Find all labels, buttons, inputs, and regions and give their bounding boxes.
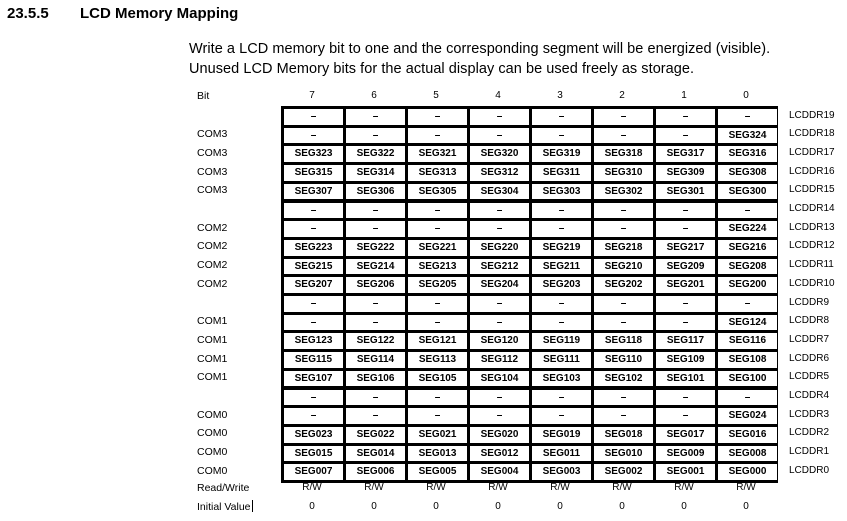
register-row: [0, 350, 847, 369]
register-name: LCDDR1: [789, 446, 830, 458]
bit-cell: –: [284, 390, 343, 406]
bit-cell: SEG012: [470, 446, 529, 462]
register-row: [0, 256, 847, 275]
register-name: LCDDR18: [789, 128, 835, 140]
bit-cell: SEG122: [346, 333, 405, 349]
initial-value: 0: [495, 501, 501, 512]
bit-cell: SEG113: [408, 352, 467, 368]
bit-cell: SEG000: [718, 464, 777, 480]
bit-cell: –: [346, 390, 405, 406]
bit-cell: –: [656, 128, 715, 144]
register-name: LCDDR4: [789, 390, 830, 401]
bit-cell: SEG321: [408, 146, 467, 162]
bit-cell: –: [284, 296, 343, 312]
bit-cell: –: [470, 296, 529, 312]
intro-line-1: Write a LCD memory bit to one and the corresponding segment will be energized (visible).: [189, 41, 771, 57]
register-name: LCDDR19: [789, 109, 835, 121]
bit-cell: –: [594, 315, 653, 331]
bit-cell: SEG021: [408, 427, 467, 443]
bit-cell: –: [656, 109, 715, 125]
bit-cell: SEG306: [346, 184, 405, 200]
bit-cell: –: [284, 128, 343, 144]
bit-cell: –: [532, 390, 591, 406]
bit-cell: SEG120: [470, 333, 529, 349]
bit-cell: SEG207: [284, 277, 343, 293]
bit-cell: –: [656, 315, 715, 331]
bit-cell: SEG119: [532, 333, 591, 349]
bit-cell: SEG014: [346, 446, 405, 462]
bit-cell: –: [408, 221, 467, 237]
bit-cell: SEG307: [284, 184, 343, 200]
bit-header-5: 5: [433, 90, 439, 101]
bit-cell: SEG322: [346, 146, 405, 162]
initial-value: 0: [681, 501, 687, 512]
read-write-value: R/W: [612, 482, 632, 493]
bit-cell: SEG302: [594, 184, 653, 200]
bit-cell: SEG003: [532, 464, 591, 480]
bit-cell: SEG310: [594, 165, 653, 181]
bit-cell: SEG211: [532, 259, 591, 275]
bit-cell: SEG123: [284, 333, 343, 349]
bit-cell: SEG317: [656, 146, 715, 162]
bit-cell: SEG007: [284, 464, 343, 480]
bit-cell: SEG313: [408, 165, 467, 181]
read-write-value: R/W: [674, 482, 694, 493]
bit-cell: SEG001: [656, 464, 715, 480]
bit-cell: SEG213: [408, 259, 467, 275]
bit-cell: –: [408, 296, 467, 312]
bit-header-1: 1: [681, 90, 687, 101]
bit-cell: SEG121: [408, 333, 467, 349]
bit-cell: SEG201: [656, 277, 715, 293]
bit-cell: SEG209: [656, 259, 715, 275]
bit-cell: SEG115: [284, 352, 343, 368]
bit-cell: SEG101: [656, 371, 715, 387]
text-cursor: [252, 500, 253, 512]
bit-cell: –: [718, 296, 777, 312]
bit-cell: SEG106: [346, 371, 405, 387]
bit-cell: SEG020: [470, 427, 529, 443]
bit-cell: –: [408, 203, 467, 219]
bit-cell: SEG300: [718, 184, 777, 200]
register-row: [0, 424, 847, 443]
register-name: LCDDR5: [789, 371, 830, 383]
com-label: COM3: [197, 165, 228, 178]
bit-cell: –: [284, 315, 343, 331]
com-label: COM3: [197, 146, 228, 159]
bit-cell: SEG206: [346, 277, 405, 293]
register-name: LCDDR11: [789, 259, 834, 271]
register-row: [0, 237, 847, 256]
bit-cell: SEG202: [594, 277, 653, 293]
bit-cell: SEG002: [594, 464, 653, 480]
bit-cell: –: [284, 203, 343, 219]
com-label: COM0: [197, 464, 228, 477]
bit-cell: –: [346, 109, 405, 125]
bit-label: Bit: [197, 90, 210, 102]
com-label: COM3: [197, 128, 228, 141]
bit-cell: –: [594, 296, 653, 312]
com-label: COM1: [197, 315, 228, 328]
bit-cell: SEG016: [718, 427, 777, 443]
section-number: 23.5.5: [7, 5, 49, 22]
initial-value: 0: [557, 501, 563, 512]
bit-cell: SEG005: [408, 464, 467, 480]
bit-cell: SEG320: [470, 146, 529, 162]
bit-cell: SEG017: [656, 427, 715, 443]
bit-cell: SEG107: [284, 371, 343, 387]
bit-cell: SEG316: [718, 146, 777, 162]
com-label: COM2: [197, 221, 228, 234]
bit-cell: SEG105: [408, 371, 467, 387]
bit-cell: –: [718, 203, 777, 219]
register-row: [0, 200, 847, 219]
read-write-value: R/W: [364, 482, 384, 493]
bit-cell: SEG318: [594, 146, 653, 162]
com-label: COM1: [197, 371, 228, 384]
bit-header-row: [0, 87, 847, 106]
bit-cell: SEG008: [718, 446, 777, 462]
bit-cell: –: [532, 109, 591, 125]
bit-cell: SEG214: [346, 259, 405, 275]
bit-cell: SEG114: [346, 352, 405, 368]
bit-cell: SEG116: [718, 333, 777, 349]
bit-cell: SEG004: [470, 464, 529, 480]
com-label: COM2: [197, 240, 228, 253]
com-label: COM0: [197, 408, 228, 421]
read-write-value: R/W: [736, 482, 756, 493]
bit-cell: –: [718, 390, 777, 406]
register-row: [0, 331, 847, 350]
bit-cell: –: [346, 315, 405, 331]
bit-cell: SEG124: [718, 315, 777, 331]
bit-cell: SEG118: [594, 333, 653, 349]
bit-cell: SEG022: [346, 427, 405, 443]
bit-cell: –: [594, 128, 653, 144]
com-label: COM3: [197, 184, 228, 197]
register-name: LCDDR9: [789, 296, 830, 308]
com-label: COM2: [197, 259, 228, 272]
bit-cell: SEG019: [532, 427, 591, 443]
register-row: [0, 163, 847, 182]
bit-cell: –: [470, 390, 529, 406]
bit-cell: –: [346, 128, 405, 144]
register-row: [0, 107, 847, 126]
bit-cell: SEG221: [408, 240, 467, 256]
register-row: [0, 144, 847, 163]
bit-cell: SEG305: [408, 184, 467, 200]
bit-cell: –: [594, 203, 653, 219]
bit-cell: SEG108: [718, 352, 777, 368]
bit-cell: SEG104: [470, 371, 529, 387]
register-name: LCDDR13: [789, 221, 835, 233]
bit-header-3: 3: [557, 90, 563, 101]
register-row: [0, 125, 847, 144]
register-row: [0, 275, 847, 294]
read-write-value: R/W: [550, 482, 570, 493]
read-write-label: Read/Write: [197, 482, 250, 494]
bit-cell: –: [532, 221, 591, 237]
initial-value-row: [0, 498, 847, 517]
bit-cell: SEG112: [470, 352, 529, 368]
com-label: COM1: [197, 352, 228, 365]
register-name: LCDDR6: [789, 352, 830, 364]
bit-cell: SEG009: [656, 446, 715, 462]
bit-cell: SEG301: [656, 184, 715, 200]
initial-value: 0: [309, 501, 315, 512]
bit-cell: –: [346, 203, 405, 219]
bit-cell: –: [470, 203, 529, 219]
bit-cell: SEG018: [594, 427, 653, 443]
bit-cell: SEG324: [718, 128, 777, 144]
section-title: LCD Memory Mapping: [80, 5, 239, 22]
bit-cell: SEG010: [594, 446, 653, 462]
bit-cell: SEG208: [718, 259, 777, 275]
bit-cell: SEG117: [656, 333, 715, 349]
bit-cell: –: [532, 203, 591, 219]
bit-header-4: 4: [495, 90, 501, 101]
bit-cell: SEG224: [718, 221, 777, 237]
register-name: LCDDR7: [789, 333, 830, 345]
bit-cell: –: [408, 315, 467, 331]
initial-value-label: [197, 498, 277, 516]
bit-cell: SEG011: [532, 446, 591, 462]
bit-cell: SEG315: [284, 165, 343, 181]
bit-cell: SEG303: [532, 184, 591, 200]
bit-cell: –: [284, 221, 343, 237]
read-write-row: [0, 479, 847, 498]
bit-cell: SEG311: [532, 165, 591, 181]
bit-cell: –: [718, 109, 777, 125]
bit-cell: SEG205: [408, 277, 467, 293]
bit-cell: –: [532, 408, 591, 424]
register-name: LCDDR3: [789, 408, 830, 420]
bit-cell: –: [594, 109, 653, 125]
bit-cell: –: [594, 390, 653, 406]
bit-cell: SEG013: [408, 446, 467, 462]
bit-cell: SEG323: [284, 146, 343, 162]
intro-line-2: Unused LCD Memory bits for the actual display can be used freely as storage.: [189, 61, 695, 77]
bit-cell: –: [470, 128, 529, 144]
initial-value: 0: [371, 501, 377, 512]
bit-cell: –: [594, 408, 653, 424]
bit-cell: SEG309: [656, 165, 715, 181]
register-row: [0, 406, 847, 425]
register-name: LCDDR16: [789, 165, 835, 177]
register-name: LCDDR17: [789, 146, 835, 158]
bit-cell: SEG319: [532, 146, 591, 162]
com-label: COM0: [197, 427, 228, 440]
bit-cell: SEG304: [470, 184, 529, 200]
bit-cell: SEG218: [594, 240, 653, 256]
bit-cell: SEG023: [284, 427, 343, 443]
bit-cell: SEG109: [656, 352, 715, 368]
bit-cell: –: [408, 390, 467, 406]
bit-cell: –: [594, 221, 653, 237]
bit-cell: SEG220: [470, 240, 529, 256]
bit-cell: SEG223: [284, 240, 343, 256]
bit-cell: –: [408, 408, 467, 424]
bit-cell: –: [656, 221, 715, 237]
bit-header-0: 0: [743, 90, 749, 101]
initial-value: 0: [743, 501, 749, 512]
bit-cell: SEG217: [656, 240, 715, 256]
register-row: [0, 181, 847, 200]
bit-cell: SEG212: [470, 259, 529, 275]
bit-cell: SEG215: [284, 259, 343, 275]
bit-header-6: 6: [371, 90, 377, 101]
bit-cell: SEG024: [718, 408, 777, 424]
bit-cell: SEG103: [532, 371, 591, 387]
bit-cell: –: [408, 128, 467, 144]
com-label: COM1: [197, 333, 228, 346]
bit-cell: SEG308: [718, 165, 777, 181]
register-row: [0, 387, 847, 406]
register-row: [0, 462, 847, 481]
bit-cell: –: [408, 109, 467, 125]
register-name: LCDDR12: [789, 240, 835, 252]
bit-cell: –: [532, 296, 591, 312]
bit-cell: SEG210: [594, 259, 653, 275]
register-row: [0, 219, 847, 238]
bit-cell: SEG314: [346, 165, 405, 181]
register-row: [0, 294, 847, 313]
bit-cell: –: [532, 128, 591, 144]
register-row: [0, 368, 847, 387]
bit-cell: –: [346, 408, 405, 424]
bit-cell: –: [346, 296, 405, 312]
read-write-value: R/W: [488, 482, 508, 493]
bit-cell: SEG204: [470, 277, 529, 293]
bit-cell: –: [470, 408, 529, 424]
bit-cell: SEG100: [718, 371, 777, 387]
bit-cell: –: [656, 203, 715, 219]
intro-paragraph: [189, 39, 770, 79]
bit-cell: –: [470, 221, 529, 237]
bit-cell: –: [470, 109, 529, 125]
register-row: [0, 312, 847, 331]
register-name: LCDDR2: [789, 427, 830, 439]
bit-header-2: 2: [619, 90, 625, 101]
bit-cell: SEG200: [718, 277, 777, 293]
bit-cell: –: [284, 109, 343, 125]
bit-header-7: 7: [309, 90, 315, 101]
register-name: LCDDR10: [789, 277, 835, 289]
com-label: COM2: [197, 277, 228, 290]
bit-cell: SEG111: [532, 352, 591, 368]
bit-cell: –: [656, 408, 715, 424]
register-name: LCDDR8: [789, 315, 830, 327]
bit-cell: –: [470, 315, 529, 331]
bit-cell: SEG102: [594, 371, 653, 387]
initial-value: 0: [433, 501, 439, 512]
read-write-value: R/W: [302, 482, 322, 493]
bit-cell: –: [656, 390, 715, 406]
read-write-value: R/W: [426, 482, 446, 493]
initial-value: 0: [619, 501, 625, 512]
register-name: LCDDR0: [789, 464, 830, 476]
bit-cell: SEG110: [594, 352, 653, 368]
bit-cell: –: [656, 296, 715, 312]
com-label: COM0: [197, 446, 228, 459]
bit-cell: –: [532, 315, 591, 331]
bit-cell: SEG216: [718, 240, 777, 256]
register-row: [0, 443, 847, 462]
bit-cell: –: [284, 408, 343, 424]
bit-cell: SEG219: [532, 240, 591, 256]
bit-cell: SEG222: [346, 240, 405, 256]
bit-cell: SEG203: [532, 277, 591, 293]
bit-cell: SEG006: [346, 464, 405, 480]
bit-cell: SEG015: [284, 446, 343, 462]
register-name: LCDDR14: [789, 203, 835, 214]
bit-cell: SEG312: [470, 165, 529, 181]
initial-value-text: Initial Value: [197, 501, 251, 513]
register-name: LCDDR15: [789, 184, 835, 196]
bit-cell: –: [346, 221, 405, 237]
